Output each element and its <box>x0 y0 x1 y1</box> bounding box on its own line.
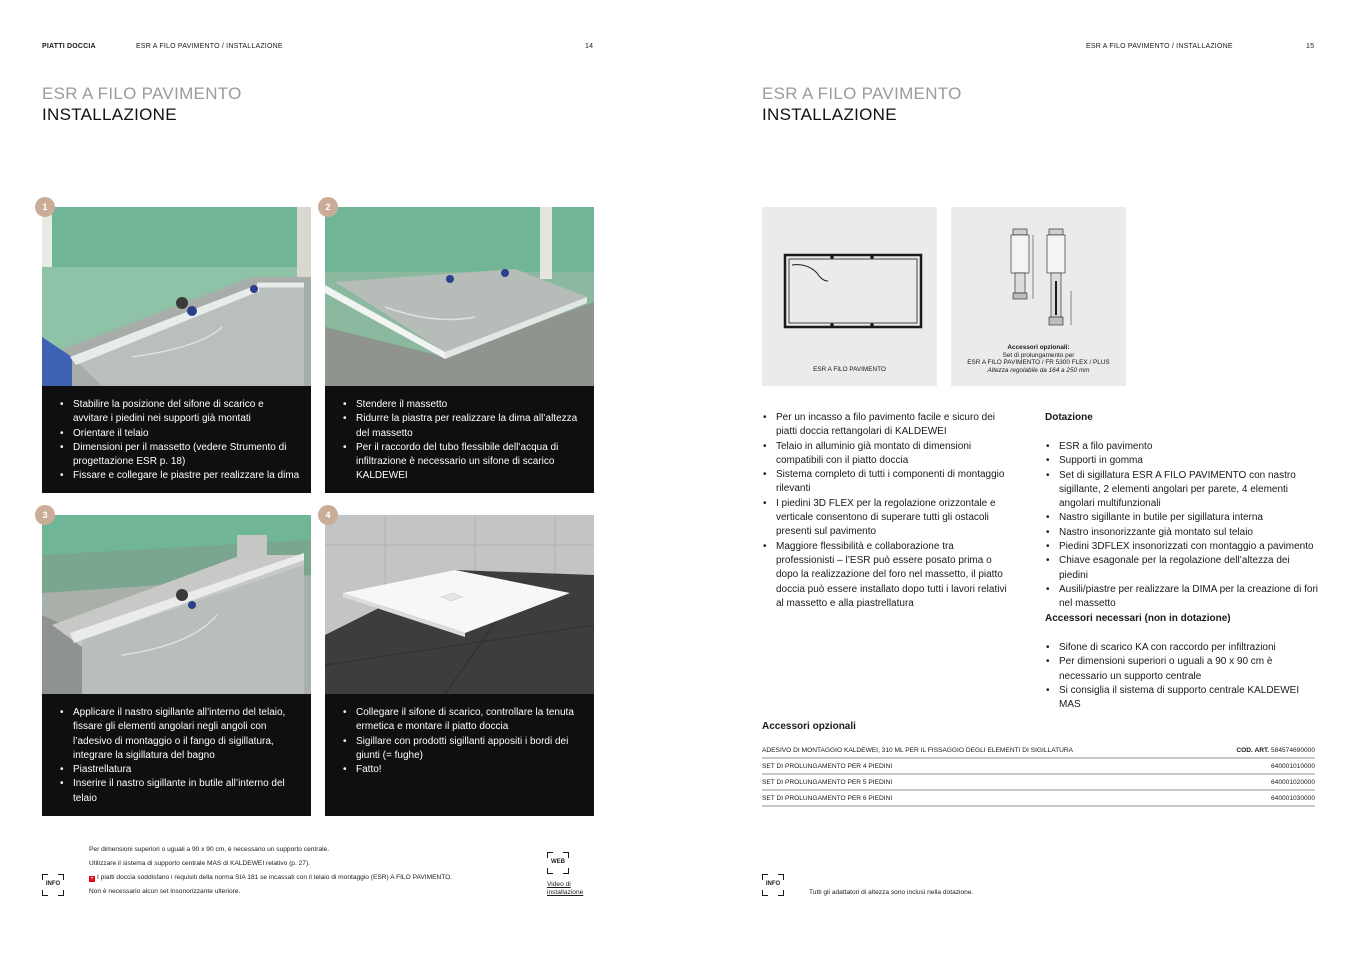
accessory-description: ADESIVO DI MONTAGGIO KALDEWEI, 310 ML PER IL FISSAGGIO DEGLI ELEMENTI DI SIGILLATURA <box>762 743 1203 758</box>
footer-note-swiss: + I piatti doccia soddisfano i requisiti della norma SIA 181 se incassati con il telaio di montaggio (ESR) A FILO PAVIMENTO. <box>90 874 453 882</box>
necessari-item: • Sifone di scarico KA con raccordo per infiltrazioni <box>1045 641 1320 655</box>
accessory-description: SET DI PROLUNGAMENTO PER 4 PIEDINI <box>762 758 1203 774</box>
dotazione-item: • Set di sigillatura ESR A FILO PAVIMENTO con nastro sigillante, 2 elementi angolari per parete, 4 elementi angolari multifunzionali <box>1045 469 1320 512</box>
step-1-badge: 1 <box>35 197 55 217</box>
step-1-image <box>42 207 311 386</box>
step-2-badge: 2 <box>318 197 338 217</box>
dotazione-heading: Dotazione <box>1045 412 1093 423</box>
page-title-right: INSTALLAZIONE <box>762 105 897 124</box>
step-3-caption <box>42 694 311 816</box>
accessory-description: SET DI PROLUNGAMENTO PER 5 PIEDINI <box>762 774 1203 790</box>
product-frame-label: ESR A FILO PAVIMENTO <box>813 366 886 373</box>
step-4-item: • Collegare il sifone di scarico, controllare la tenuta ermetica e montare il piatto doccia <box>341 706 584 735</box>
step-3-image <box>42 515 311 694</box>
installation-video-link[interactable]: Video di installazione <box>547 881 584 896</box>
table-row <box>762 790 1315 806</box>
dotazione-item: • Piedini 3DFLEX insonorizzati con montaggio a pavimento <box>1045 540 1320 554</box>
page-number-right: 15 <box>1306 43 1315 50</box>
page-title-left: INSTALLAZIONE <box>42 105 177 124</box>
step-4-badge: 4 <box>318 505 338 525</box>
opzionali-heading: Accessori opzionali <box>762 721 856 732</box>
dotazione-item: • Nastro sigillante in butile per sigillatura interna <box>1045 511 1320 525</box>
dotazione-item: • Supporti in gomma <box>1045 454 1320 468</box>
feature-item: • Maggiore flessibilità e collaborazione tra professionisti – l’ESR può essere posato prima o dopo la realizzazione del foro nel massetto, il piatto doccia può essere installato dopo tutti i lavori relativi al massetto e alla piastrellatura <box>762 540 1012 611</box>
step-3-badge: 3 <box>35 505 55 525</box>
feature-item: • Telaio in alluminio già montato di dimensioni compatibili con il piatto doccia <box>762 440 1012 469</box>
step-1-item: • Stabilire la posizione del sifone di scarico e avvitare i piedini nei supporti già montati <box>58 398 301 427</box>
footer-note: Per dimensioni superiori o uguali a 90 x 90 cm, è necessario un supporto centrale. <box>89 846 330 853</box>
step-2-image <box>325 207 594 386</box>
product-frame-image <box>762 207 937 386</box>
accessory-code: COD. ART. 584574690000 <box>1203 743 1315 758</box>
step-4-image <box>325 515 594 694</box>
dotazione-item: • ESR a filo pavimento <box>1045 440 1320 454</box>
footer-note: Non è necessario alcun set insonorizzante ulteriore. <box>89 888 241 895</box>
step-2-caption <box>325 386 594 493</box>
accessory-code: 640001020000 <box>1203 774 1315 790</box>
section-label: PIATTI DOCCIA <box>42 43 96 50</box>
step-3-item: • Applicare il nastro sigillante all’interno del telaio, fissare gli elementi angolari negli angoli con l’adesivo di montaggio o il fango di sigillatura, integrare la sigillatura del bagno <box>58 706 301 763</box>
running-header-left: ESR A FILO PAVIMENTO / INSTALLAZIONE <box>136 43 283 50</box>
page-number-left: 14 <box>585 43 594 50</box>
feature-item: • Sistema completo di tutti i componenti di montaggio rilevanti <box>762 468 1012 497</box>
web-icon[interactable]: WEB <box>547 852 569 874</box>
dotazione-item: • Ausili/piastre per realizzare la DIMA per la creazione di fori nel massetto <box>1045 583 1320 612</box>
necessari-list <box>1045 641 1320 712</box>
step-3-item: • Piastrellatura <box>58 763 301 777</box>
feature-item: • I piedini 3D FLEX per la regolazione orizzontale e verticale consentono di superare tutti gli ostacoli presenti sul pavimento <box>762 497 1012 540</box>
page-title-grey-left: ESR A FILO PAVIMENTO <box>42 84 242 103</box>
necessari-item: • Per dimensioni superiori o uguali a 90 x 90 cm è necessario un supporto centrale <box>1045 655 1320 684</box>
page-title-grey-right: ESR A FILO PAVIMENTO <box>762 84 962 103</box>
accessory-code: 640001030000 <box>1203 790 1315 806</box>
info-icon: INFO <box>42 874 64 896</box>
step-1-caption <box>42 386 311 493</box>
necessari-item: • Si consiglia il sistema di supporto centrale KALDEWEI MAS <box>1045 684 1320 713</box>
running-header-right: ESR A FILO PAVIMENTO / INSTALLAZIONE <box>1086 43 1233 50</box>
info-icon: INFO <box>762 874 784 896</box>
step-1-item: • Orientare il telaio <box>58 427 301 441</box>
extension-set-label: Accessori opzionali: Set di prolungamento per ESR A FILO PAVIMENTO / FR 5300 FLEX / PLUS Altezza regolabile da 164 a 250 mm <box>967 344 1110 374</box>
extension-set-image <box>951 207 1126 386</box>
step-3-item: • Inserire il nastro sigillante in butile all’interno del telaio <box>58 777 301 806</box>
swiss-flag-icon: + <box>90 876 94 882</box>
step-2-item: • Ridurre la piastra per realizzare la dima all’altezza del massetto <box>341 412 584 441</box>
footer-note: Utilizzare il sistema di supporto centrale MAS di KALDEWEI relativo (p. 27). <box>89 860 310 867</box>
accessory-code: 640001010000 <box>1203 758 1315 774</box>
step-4-caption <box>325 694 594 816</box>
feature-item: • Per un incasso a filo pavimento facile e sicuro dei piatti doccia rettangolari di KALDEWEI <box>762 411 1012 440</box>
dotazione-list <box>1045 440 1320 612</box>
step-2-item: • Per il raccordo del tubo flessibile dell’acqua di infiltrazione è necessario un sifone di scarico KALDEWEI <box>341 441 584 484</box>
footer-note-right: Tutti gli adattatori di altezza sono inclusi nella dotazione. <box>809 889 974 896</box>
step-1-item: • Dimensioni per il massetto (vedere Strumento di progettazione ESR p. 18) <box>58 441 301 470</box>
dotazione-item: • Chiave esagonale per la regolazione dell’altezza dei piedini <box>1045 554 1320 583</box>
step-2-item: • Stendere il massetto <box>341 398 584 412</box>
feature-list <box>762 411 1012 611</box>
necessari-heading: Accessori necessari (non in dotazione) <box>1045 613 1231 624</box>
step-4-item: • Fatto! <box>341 763 584 777</box>
footer-notes-left <box>89 845 519 897</box>
accessory-description: SET DI PROLUNGAMENTO PER 6 PIEDINI <box>762 790 1203 806</box>
step-4-item: • Sigillare con prodotti sigillanti appositi i bordi dei giunti (= fughe) <box>341 735 584 764</box>
table-row <box>762 758 1315 774</box>
table-row <box>762 743 1315 758</box>
step-1-item: • Fissare e collegare le piastre per realizzare la dima <box>58 469 301 483</box>
table-row <box>762 774 1315 790</box>
dotazione-item: • Nastro insonorizzante già montato sul telaio <box>1045 526 1320 540</box>
accessories-table <box>762 743 1315 807</box>
